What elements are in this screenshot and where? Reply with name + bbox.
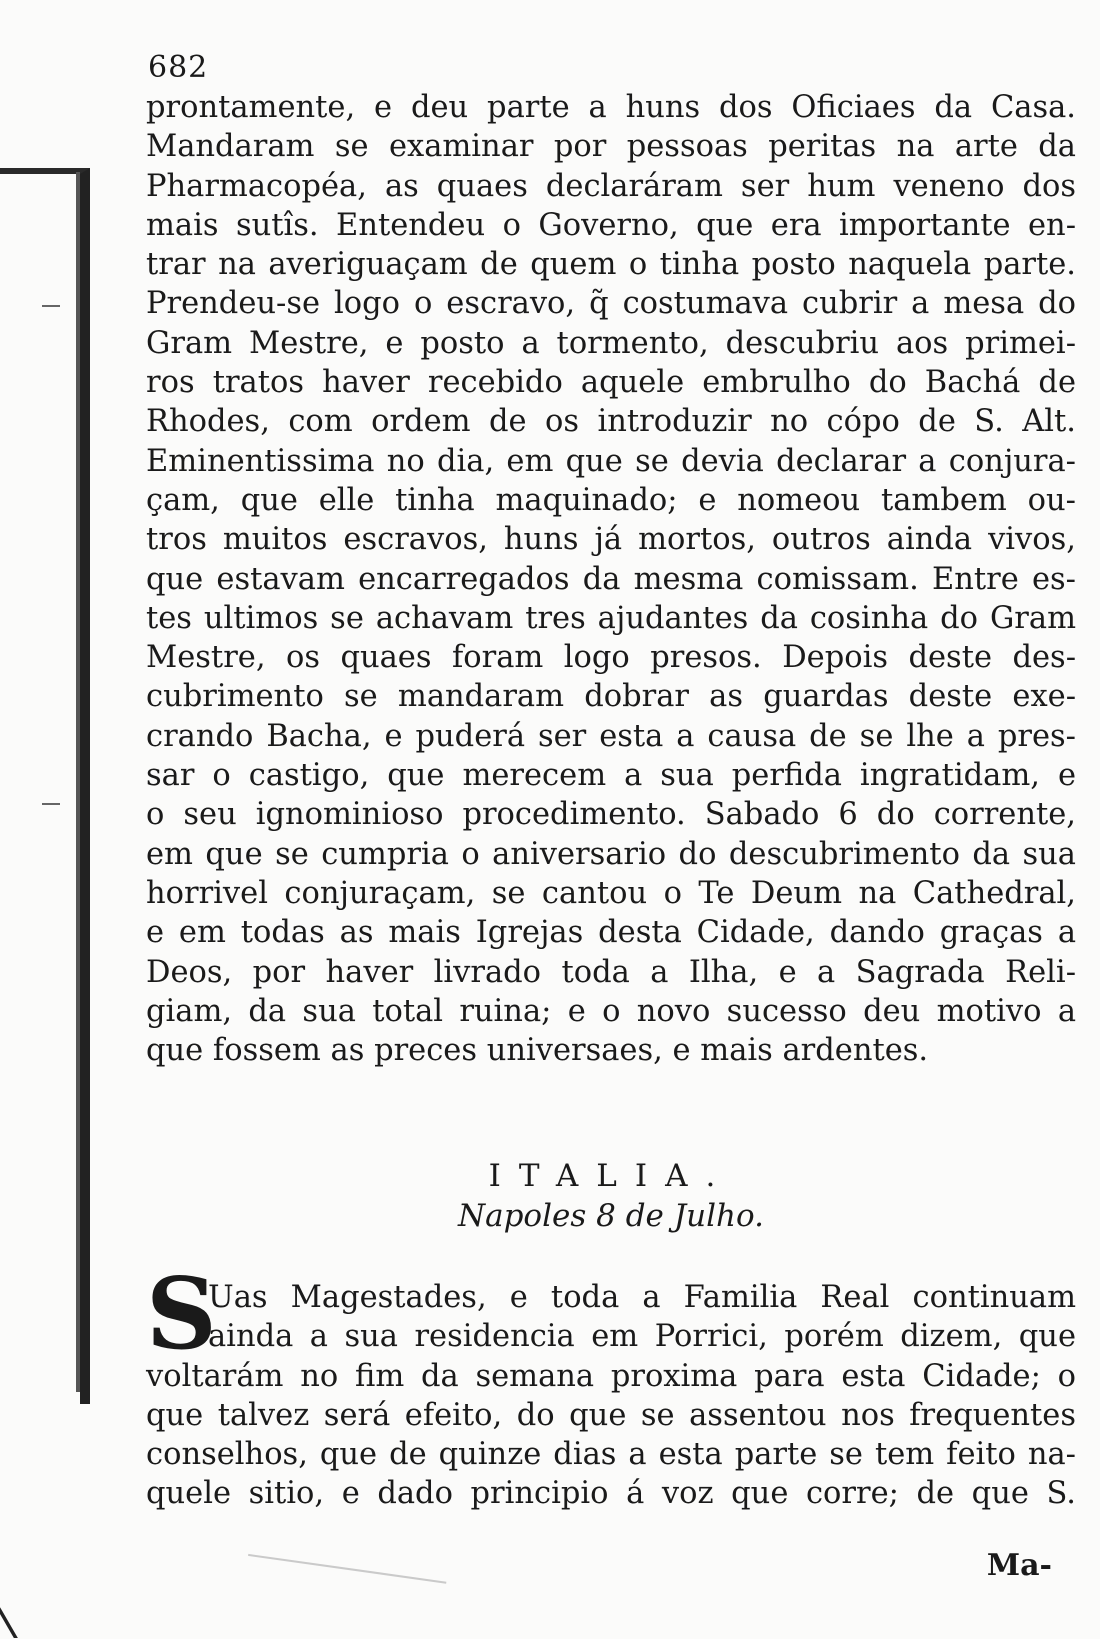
text-line: tes ultimos se achavam tres ajudantes da cosinha do Gram [146,600,1076,636]
text-line: que talvez será efeito, do que se assentou nos frequentes [146,1397,1076,1433]
text-line: crando Bacha, e puderá ser esta a causa de se lhe a pres- [146,718,1076,754]
text-line: mais sutîs. Entendeu o Governo, que era importante en- [146,207,1076,243]
page-number: 682 [148,50,209,85]
text-line: trar na averiguaçam de quem o tinha posto naquela parte. [146,247,1076,283]
text-line: Prendeu-se logo o escravo, q̃ costumava cubrir a mesa do [146,286,1076,322]
text-line: ainda a sua residencia em Porrici, porém dizem, que [208,1319,1076,1355]
drop-cap-letter: S [146,1257,217,1372]
text-line: cubrimento se mandaram dobrar as guardas deste exe- [146,679,1076,715]
text-line: quele sitio, e dado principio á voz que corre; de que S. [146,1476,1076,1512]
ink-smudge [248,1514,452,1583]
margin-tick [42,803,60,805]
text-line: horrivel conjuraçam, se cantou o Te Deum na Cathedral, [146,875,1076,911]
text-line: Uas Magestades, e toda a Familia Real continuam [208,1280,1076,1315]
text-line: Mandaram se examinar por pessoas peritas na arte da [146,129,1076,165]
text-line: ros tratos haver recebido aquele embrulho do Bachá de [146,365,1076,401]
text-line: tros muitos escravos, huns já mortos, outros ainda vivos, [146,522,1076,558]
text-line: que fossem as preces universaes, e mais ardentes. [146,1033,929,1069]
paragraph-2 [146,1278,1076,1514]
paragraph-1 [146,88,1076,1070]
margin-tick [42,305,60,307]
text-line: conselhos, que de quinze dias a esta parte se tem feito na- [146,1437,1076,1473]
text-line: çam, que elle tinha maquinado; e nomeou tambem ou- [146,482,1076,518]
text-line: Rhodes, com ordem de os introduzir no cópo de S. Alt. [146,404,1076,440]
corner-mark [0,1590,58,1638]
text-line: e em todas as mais Igrejas desta Cidade, dando graças a [146,915,1076,951]
section-heading-dateline: Napoles 8 de Julho. [457,1198,764,1234]
catchword: Ma- [986,1548,1052,1583]
text-line: que estavam encarregados da mesma comissam. Entre es- [146,561,1076,597]
text-line: o seu ignominioso procedimento. Sabado 6 do corrente, [146,797,1076,833]
section-heading-country: ITALIA. [488,1158,734,1194]
text-line: giam, da sua total ruina; e o novo sucesso deu motivo a [146,993,1076,1029]
text-line: voltarám no fim da semana proxima para esta Cidade; o [146,1358,1076,1394]
text-line: Gram Mestre, e posto a tormento, descubriu aos primei- [146,325,1076,361]
binding-shadow [76,172,80,1392]
text-line: Mestre, os quaes foram logo presos. Depois deste des- [146,640,1076,676]
text-line: sar o castigo, que merecem a sua perfida ingratidam, e [146,758,1076,794]
text-line: Deos, por haver livrado toda a Ilha, e a Sagrada Reli- [146,954,1076,990]
text-line: Pharmacopéa, as quaes declaráram ser hum veneno dos [146,168,1076,204]
text-line: Eminentissima no dia, em que se devia declarar a conjura- [146,443,1076,479]
text-line: em que se cumpria o aniversario do descubrimento da sua [146,836,1076,872]
text-line: prontamente, e deu parte a huns dos Oficiaes da Casa. [146,90,1076,125]
